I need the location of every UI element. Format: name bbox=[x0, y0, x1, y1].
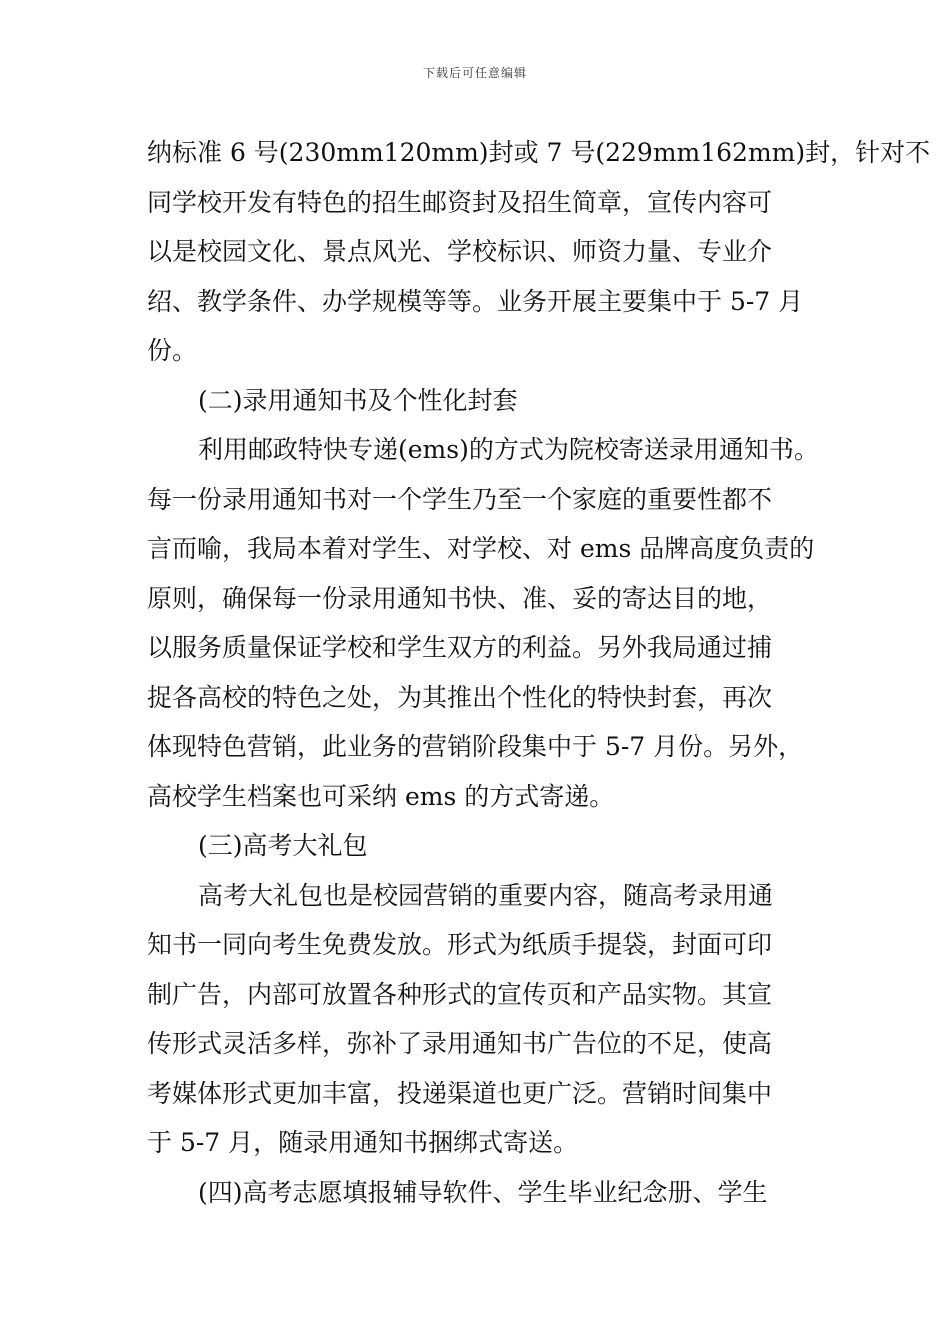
body-line: 每一份录用通知书对一个学生乃至一个家庭的重要性都不 bbox=[147, 484, 773, 514]
paragraph-first-line: 利用邮政特快专递(ems)的方式为院校寄送录用通知书。 bbox=[198, 435, 819, 464]
body-line: 份。 bbox=[147, 336, 198, 365]
section-heading: (四)高考志愿填报辅导软件、学生毕业纪念册、学生 bbox=[198, 1177, 768, 1207]
body-line: 绍、教学条件、办学规模等等。业务开展主要集中于 5-7 月 bbox=[147, 286, 804, 316]
page-header: 下载后可任意编辑 bbox=[422, 66, 527, 80]
body-line: 体现特色营销，此业务的营销阶段集中于 5-7 月份。另外， bbox=[147, 732, 804, 761]
section-heading: (二)录用通知书及个性化封套 bbox=[198, 385, 518, 415]
body-line: 知书一同向考生免费发放。形式为纸质手提袋，封面可印 bbox=[147, 930, 773, 959]
body-line: 考媒体形式更加丰富，投递渠道也更广泛。营销时间集中 bbox=[147, 1078, 773, 1108]
body-line: 原则，确保每一份录用通知书快、准、妥的寄达目的地， bbox=[147, 583, 773, 613]
paragraph-first-line: 高考大礼包也是校园营销的重要内容，随高考录用通 bbox=[198, 880, 774, 910]
section-heading: (三)高考大礼包 bbox=[198, 831, 368, 860]
body-line: 以是校园文化、景点风光、学校标识、师资力量、专业介 bbox=[147, 237, 773, 266]
body-line: 捉各高校的特色之处，为其推出个性化的特快封套，再次 bbox=[147, 682, 773, 712]
body-line: 制广告，内部可放置各种形式的宣传页和产品实物。其宣 bbox=[147, 979, 773, 1009]
body-line: 于 5-7 月，随录用通知书捆绑式寄送。 bbox=[147, 1128, 579, 1157]
body-line: 纳标准 6 号(230mm120mm)封或 7 号(229mm162mm)封，针对不 bbox=[147, 138, 931, 167]
body-line: 高校学生档案也可采纳 ems 的方式寄递。 bbox=[147, 781, 615, 811]
body-line: 以服务质量保证学校和学生双方的利益。另外我局通过捕 bbox=[147, 633, 773, 662]
body-line: 传形式灵活多样，弥补了录用通知书广告位的不足，使高 bbox=[147, 1029, 773, 1058]
body-line: 同学校开发有特色的招生邮资封及招生简章，宣传内容可 bbox=[147, 187, 773, 217]
document-body bbox=[147, 128, 931, 1217]
body-line: 言而喻，我局本着对学生、对学校、对 ems 品牌高度负责的 bbox=[147, 534, 815, 563]
